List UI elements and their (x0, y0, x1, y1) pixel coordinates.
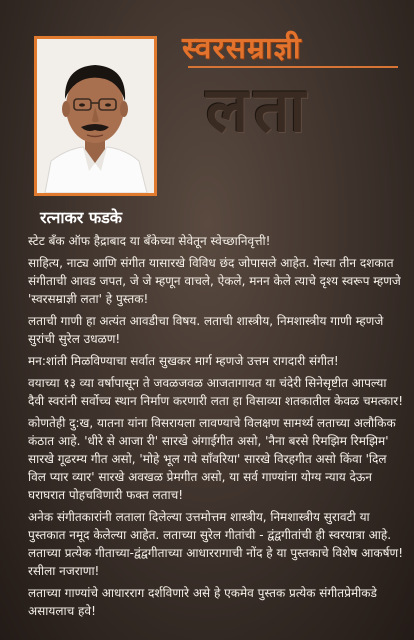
blurb-paragraph: मन:शांती मिळविण्याचा सर्वात सुखकर मार्ग म्हणजे उत्तम रागदारी संगीत! (28, 354, 339, 368)
author-portrait-icon (37, 39, 154, 193)
blurb-paragraph: साहित्य, नाट्य आणि संगीत यासारखे विविध छंद जोपासले आहेत. गेल्या तीन दशकात संगीताची आवड जपत, जे जे म्हणून वाचले, ऐकले, मनन केले त्याचे दृश्य स्वरूप म्हणजे 'स्वरसम्राज्ञी लता' हे पुस्तक! (28, 256, 401, 306)
blurb-paragraph: अनेक संगीतकारांनी लताला दिलेल्या उत्तमोत्तम शास्त्रीय, निमशास्त्रीय सुरावटी या पुस्तकात नमूद केलेल्या आहेत. लताच्या सुरेल गीतांची - द्वंद्वगीतांची ही स्वरयात्रा आहे. लताच्या प्रत्येक गीताच्या-द्वंद्वगीताच्या आधाररागाची नोंद हे या पुस्तकाचे विशेष आकर्षण! रसीला नजराणा! (28, 510, 404, 578)
blurb-paragraph: स्टेट बँक ऑफ हैद्राबाद या बँकेच्या सेवेतून स्वेच्छानिवृत्ती! (28, 234, 271, 248)
author-photo (34, 36, 157, 196)
blurb-paragraph: वयाच्या १३ व्या वर्षापासून ते जवळजवळ आजतागायत या चंदेरी सिनेसृष्टीत आपल्या दैवी स्वरांनी सर्वोच्च स्थान निर्माण करणारी लता हा विसाव्या शतकातील केवळ चमत्कार! (28, 376, 404, 408)
series-title: स्वरसम्राज्ञी (182, 31, 302, 66)
author-name: रत्नाकर फडके (40, 208, 123, 227)
blurb (28, 232, 404, 622)
blurb-paragraph: लताच्या गाण्यांचे आधारराग दर्शविणारे असे हे एकमेव पुस्तक प्रत्येक संगीतप्रेमीकडे असायलाच हवे! (28, 586, 377, 618)
blurb-paragraph: लताची गाणी हा अत्यंत आवडीचा विषय. लताची शास्त्रीय, निमशास्त्रीय गाणी म्हणजे सुरांची सुरेल उधळण! (28, 314, 384, 346)
book-title: लता (206, 73, 312, 146)
blurb-paragraph: कोणतेही दु:ख, यातना यांना विसरायला लावण्याचे विलक्षण सामर्थ्य लताच्या अलौकिक कंठात आहे. 'धीरे से आजा री' सारखे अंगाईगीत असो, 'नैना बरसे रिमझिम रिमझिम' सारखे गूढरम्य गीत असो, 'मोहे भूल गये साँवरिया' सारखे विरहगीत असो किंवा 'दिल विल प्यार व्यार' सारखे अवखळ प्रेमगीत असो, या सर्व गाण्यांना योग्य न्याय देऊन घराघरात पोहचविणारी फक्त लताच! (28, 416, 396, 502)
